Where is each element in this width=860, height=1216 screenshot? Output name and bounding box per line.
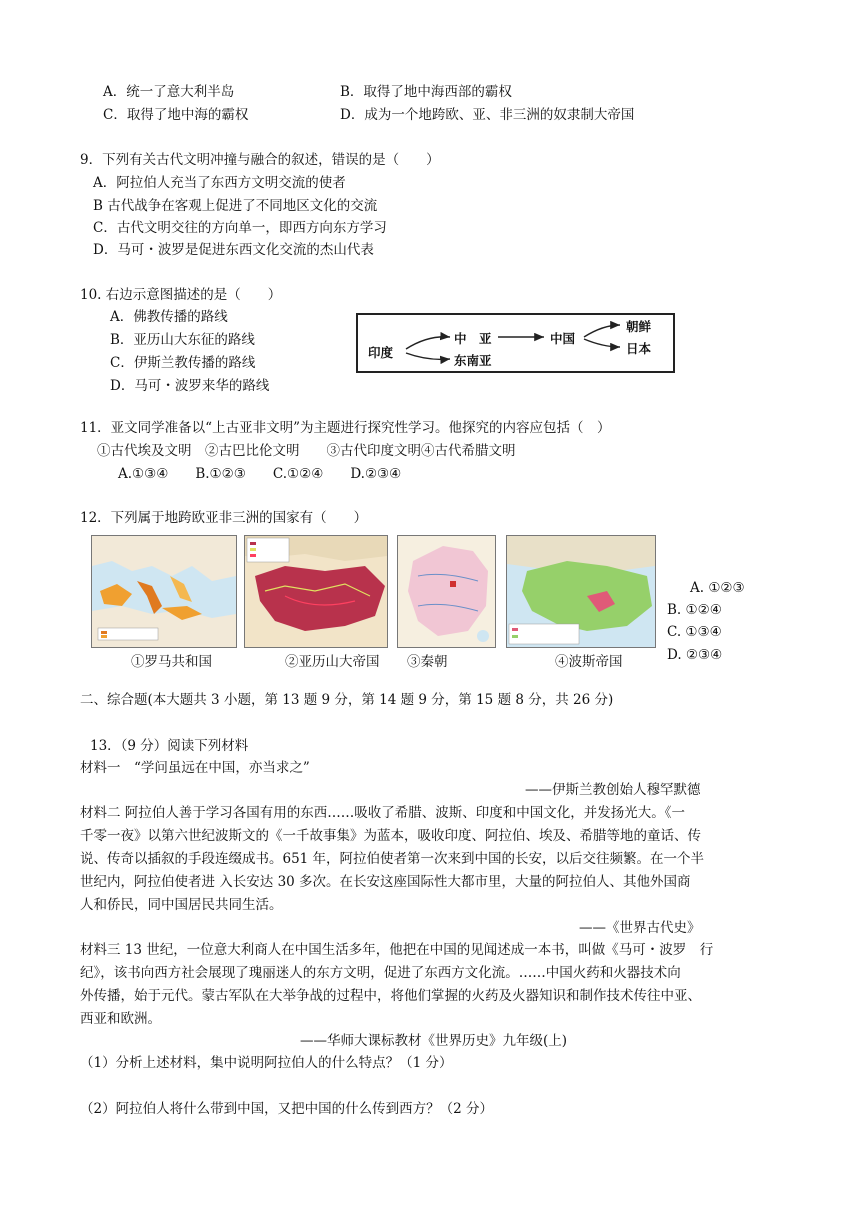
- route-diagram: [356, 313, 675, 373]
- q9-option-b: B 古代战争在客观上促进了不同地区文化的交流: [93, 198, 378, 214]
- q13-material-2-source: ——《世界古代史》: [579, 920, 701, 936]
- q12-option-d: D. ②③④: [667, 647, 723, 663]
- diagram-china: 中国: [550, 331, 576, 346]
- q8-option-d: D．成为一个地跨欧、亚、非三洲的奴隶制大帝国: [340, 107, 635, 123]
- section-2-heading: 二、综合题(本大题共 3 小题，第 13 题 9 分，第 14 题 9 分，第 15 题 8 分，共 26 分): [80, 692, 614, 708]
- q12-stem: 12．下列属于地跨欧亚非三洲的国家有（ ）: [80, 510, 368, 526]
- q13-subquestion-1: （1）分析上述材料，集中说明阿拉伯人的什么特点？（1 分）: [80, 1055, 453, 1071]
- alexander-map-graphic: [245, 536, 387, 647]
- map-caption-1: ①罗马共和国: [131, 654, 212, 670]
- map-caption-4: ④波斯帝国: [555, 654, 623, 670]
- q13-material-2-line-1: 材料二 阿拉伯人善于学习各国有用的东西……吸收了希腊、波斯、印度和中国文化，并发扬光大。《一: [80, 805, 686, 821]
- q13-material-3-source: ——华师大课标教材《世界历史》九年级(上): [300, 1033, 568, 1049]
- q13-subquestion-2: （2）阿拉伯人将什么带到中国，又把中国的什么传到西方？（2 分）: [80, 1101, 493, 1117]
- q12-option-a: A. ①②③: [690, 580, 745, 596]
- q13-material-3-line-3: 外传播，始于元代。蒙古军队在大举争战的过程中，将他们掌握的火药及火器知识和制作技术传往中亚、: [80, 988, 701, 1004]
- map-persian-empire: [506, 535, 656, 648]
- q13-material-3-line-2: 纪》，该书向西方社会展现了瑰丽迷人的东方文明，促进了东西方文化流。……中国火药和火器技术向: [80, 965, 681, 981]
- map-caption-3: ③秦朝: [407, 654, 448, 670]
- map-qin-dynasty: [397, 535, 496, 648]
- q13-material-2-line-2: 千零一夜》以第六世纪波斯文的《一千故事集》为蓝本，吸收印度、阿拉伯、埃及、希腊等地的童话、传: [80, 828, 701, 844]
- q12-option-b: B. ①②④: [667, 602, 722, 618]
- q10-stem: 10. 右边示意图描述的是（ ）: [80, 287, 282, 303]
- map-caption-2: ②亚历山大帝国: [285, 654, 380, 670]
- diagram-korea: 朝鲜: [626, 319, 652, 334]
- q13-material-2-line-5: 人和侨民，同中国居民共同生活。: [80, 897, 283, 913]
- q9-stem: 9．下列有关古代文明冲撞与融合的叙述，错误的是（ ）: [80, 152, 440, 168]
- diagram-india: 印度: [368, 345, 394, 360]
- q8-option-b: B．取得了地中海西部的霸权: [340, 84, 512, 100]
- q13-material-1-source: ——伊斯兰教创始人穆罕默德: [525, 782, 701, 798]
- q13-material-2-line-3: 说、传奇以插叙的手段连缀成书。651 年，阿拉伯使者第一次来到中国的长安，以后交往频繁。在一个半: [80, 851, 705, 867]
- q12-option-c: C. ①③④: [667, 624, 722, 640]
- q8-option-a: A．统一了意大利半岛: [103, 84, 235, 100]
- map-roman-republic: [91, 535, 237, 648]
- diagram-southeast-asia: 东南亚: [454, 353, 492, 368]
- roman-map-graphic: [92, 536, 236, 647]
- q10-option-a: A．佛教传播的路线: [110, 309, 228, 325]
- q11-stem: 11．亚文同学准备以“上古亚非文明”为主题进行探究性学习。他探究的内容应包括（ ）: [80, 420, 611, 436]
- q10-option-b: B．亚历山大东征的路线: [110, 332, 255, 348]
- q13-material-2-line-4: 世纪内，阿拉伯使者进 入长安达 30 多次。在长安这座国际性大都市里，大量的阿拉伯人、其他外国商: [80, 874, 691, 890]
- q13-stem: 13．（9 分）阅读下列材料: [90, 738, 249, 754]
- q10-option-c: C．伊斯兰教传播的路线: [110, 355, 256, 371]
- q11-options: A.①③④ B.①②③ C.①②④ D.②③④: [118, 466, 402, 482]
- q8-option-c: C．取得了地中海的霸权: [103, 107, 249, 123]
- qin-map-graphic: [398, 536, 495, 647]
- q13-material-3-line-1: 材料三 13 世纪，一位意大利商人在中国生活多年，他把在中国的见闻述成一本书，叫做《马可・波罗 行: [80, 942, 714, 958]
- q9-option-c: C．古代文明交往的方向单一，即西方向东方学习: [93, 220, 387, 236]
- persian-map-graphic: [507, 536, 655, 647]
- diagram-central-asia: 中 亚: [454, 331, 492, 346]
- q10-option-d: D．马可・波罗来华的路线: [110, 378, 270, 394]
- q13-material-3-line-4: 西亚和欧洲。: [80, 1011, 161, 1027]
- q9-option-a: A．阿拉伯人充当了东西方文明交流的使者: [93, 175, 346, 191]
- q13-material-1: 材料一 “学问虽远在中国，亦当求之”: [80, 760, 310, 776]
- q11-items: ①古代埃及文明 ②古巴比伦文明 ③古代印度文明④古代希腊文明: [97, 443, 516, 459]
- map-alexander-empire: [244, 535, 388, 648]
- diagram-japan: 日本: [626, 341, 652, 356]
- q9-option-d: D．马可・波罗是促进东西文化交流的杰山代表: [93, 242, 374, 258]
